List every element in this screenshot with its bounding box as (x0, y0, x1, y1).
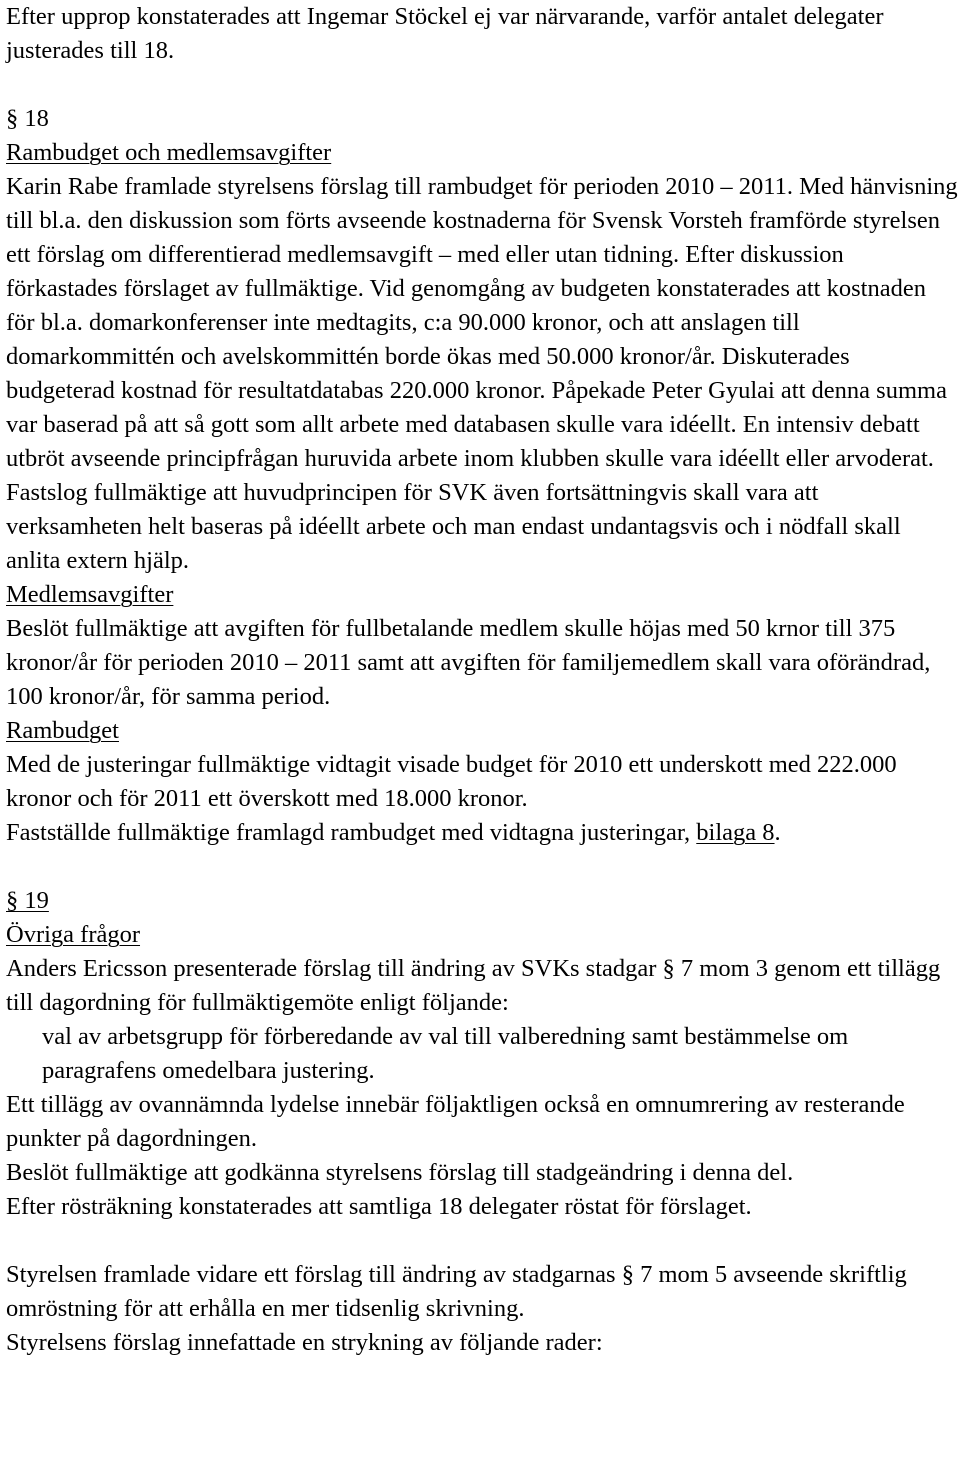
decision-text: Fastställde fullmäktige framlagd rambudget med vidtagna justeringar, (6, 819, 697, 846)
decision-text-end: . (774, 819, 781, 846)
section-paragraph: Efter rösträkning konstaterades att samtliga 18 delegater röstat för förslaget. (6, 1193, 752, 1220)
section-number: § 18 (6, 105, 49, 132)
section-19 (6, 884, 960, 1360)
intro-paragraph: Efter upprop konstaterades att Ingemar Stöckel ej var närvarande, varför antalet delegater justerades till 18. (6, 3, 884, 64)
blank-line (6, 1224, 960, 1258)
section-paragraph: Karin Rabe framlade styrelsens förslag till rambudget för perioden 2010 – 2011. Med hänvisning till bl.a. den diskussion som förts avseende kostnaderna för Svensk Vorsteh framförde styrelsen ett förslag om differentierad medlemsavgift – med eller utan tidning. Efter diskussion förkastades förslaget av fullmäktige. Vid genomgång av budgeten konstaterades att kostnaden för bl.a. domarkonferenser inte medtagits, c:a 90.000 kronor, och att anslagen till domarkommittén och avelskommittén borde ökas med 50.000 kronor/år. Diskuterades budgeterad kostnad för resultatdatabas 220.000 kronor. Påpekade Peter Gyulai att denna summa var baserad på att så gott som allt arbete med databasen skulle vara idéellt. En intensiv debatt utbröt avseende principfrågan huruvida arbete inom klubben skulle vara idéellt eller arvoderat. Fastslog fullmäktige att huvudprincipen för SVK även fortsättningvis skall vara att verksamheten helt baseras på idéellt arbete och man endast undantagsvis och i nödfall skall anlita extern hjälp. (6, 173, 958, 574)
section-number: § 19 (6, 887, 49, 914)
section-paragraph: Anders Ericsson presenterade förslag till ändring av SVKs stadgar § 7 mom 3 genom ett tillägg till dagordning för fullmäktigemöte enligt följande: (6, 955, 941, 1016)
blank-line (6, 68, 960, 102)
section-paragraph: Ett tillägg av ovannämnda lydelse innebär följaktligen också en omnumrering av resterande punkter på dagordningen. (6, 1091, 905, 1152)
subsection-paragraph: Med de justeringar fullmäktige vidtagit visade budget för 2010 ett underskott med 222.000 kronor och för 2011 ett överskott med 18.000 kronor. (6, 751, 897, 812)
blank-line (6, 850, 960, 884)
section-paragraph: Styrelsens förslag innefattade en strykning av följande rader: (6, 1329, 603, 1356)
attachment-link[interactable]: bilaga 8 (696, 819, 775, 846)
quoted-text: val av arbetsgrupp för förberedande av val till valberedning samt bestämmelse om paragrafens omedelbara justering. (42, 1023, 849, 1084)
subheading-medlemsavgifter: Medlemsavgifter (6, 581, 174, 608)
subsection-paragraph: Beslöt fullmäktige att avgiften för fullbetalande medlem skulle höjas med 50 krnor till 375 kronor/år för perioden 2010 – 2011 samt att avgiften för familjemedlem skall vara oförändrad, 100 kronor/år, för samma period. (6, 615, 931, 710)
section-paragraph: Styrelsen framlade vidare ett förslag till ändring av stadgarnas § 7 mom 5 avseende skriftlig omröstning för att erhålla en mer tidsenlig skrivning. (6, 1261, 907, 1322)
section-18 (6, 102, 960, 850)
section-heading: Övriga frågor (6, 921, 141, 948)
section-paragraph: Beslöt fullmäktige att godkänna styrelsens förslag till stadgeändring i denna del. (6, 1159, 794, 1186)
subheading-rambudget: Rambudget (6, 717, 119, 744)
section-heading: Rambudget och medlemsavgifter (6, 139, 332, 166)
decision-paragraph (6, 816, 960, 850)
